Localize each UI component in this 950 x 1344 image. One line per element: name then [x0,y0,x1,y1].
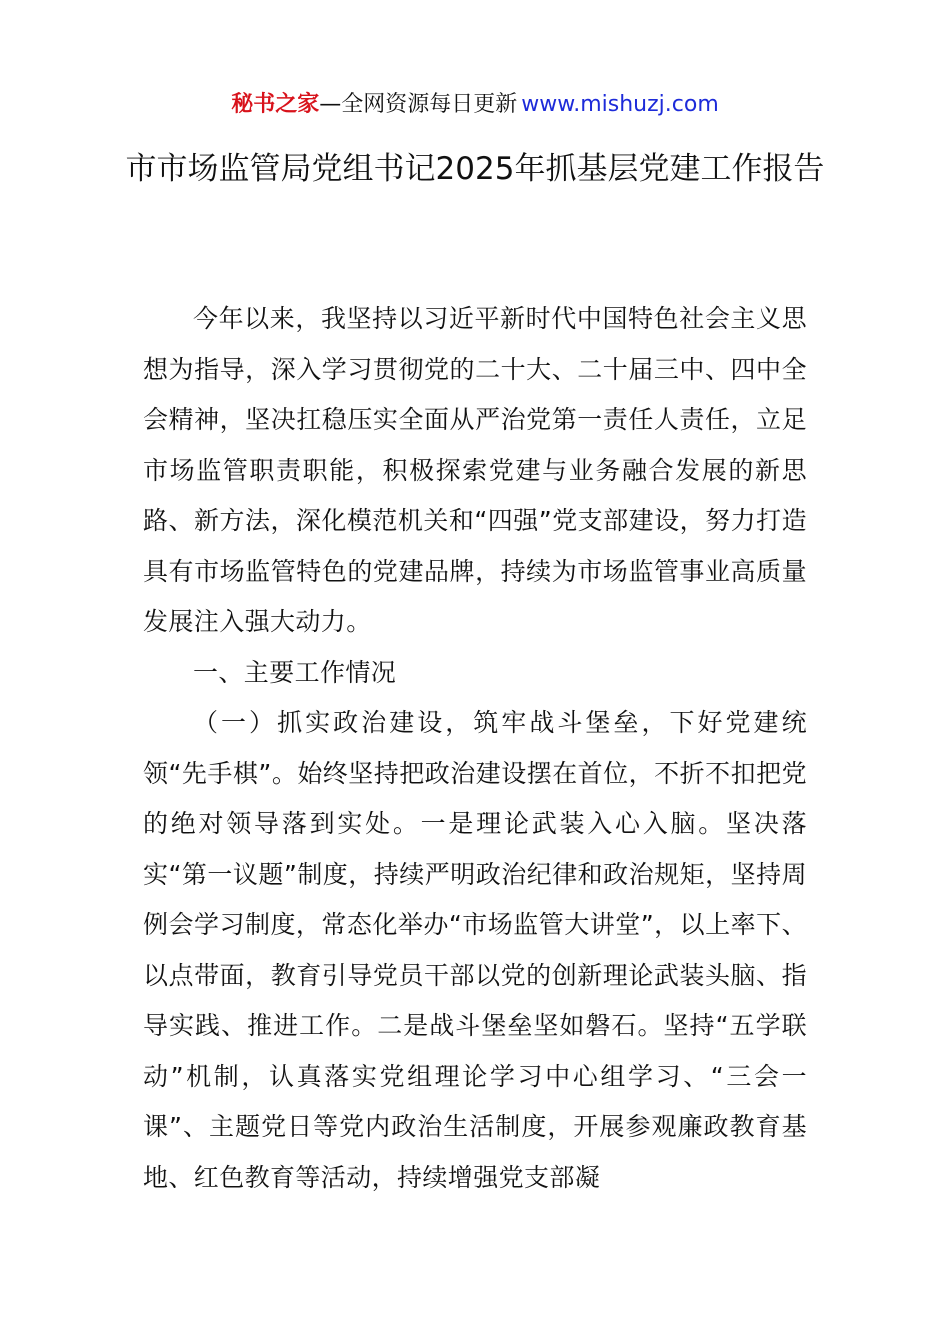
document-title: 市市场监管局党组书记2025年抓基层党建工作报告 [125,151,825,187]
header-banner [0,88,950,122]
document-body [143,294,807,1203]
body-paragraph: （一）抓实政治建设，筑牢战斗堡垒，下好党建统领“先手棋”。始终坚持把政治建设摆在首位，不折不扣把党的绝对领导落到实处。一是理论武装入心入脑。坚决落实“第一议题”制度，持续严明政治纪律和政治规矩，坚持周例会学习制度，常态化举办“市场监管大讲堂”，以上率下、以点带面，教育引导党员干部以党的创新理论武装头脑、指导实践、推进工作。二是战斗堡垒坚如磐石。坚持“五学联动”机制，认真落实党组理论学习中心组学习、“三会一课”、主题党日等党内政治生活制度，开展参观廉政教育基地、红色教育等活动，持续增强党支部凝 [143,708,807,1192]
header-dash: — [319,92,342,117]
site-url-link[interactable]: www.mishuzj.com [521,92,719,117]
brand-name: 秘书之家 [231,92,320,117]
header-tagline: 全网资源每日更新 [341,92,518,117]
intro-paragraph: 今年以来，我坚持以习近平新时代中国特色社会主义思想为指导，深入学习贯彻党的二十大、二十届三中、四中全会精神，坚决扛稳压实全面从严治党第一责任人责任，立足市场监管职责职能，积极探索党建与业务融合发展的新思路、新方法，深化模范机关和“四强”党支部建设，努力打造具有市场监管特色的党建品牌，持续为市场监管事业高质量发展注入强大动力。 [143,304,807,636]
section-heading: 一、主要工作情况 [193,657,397,687]
